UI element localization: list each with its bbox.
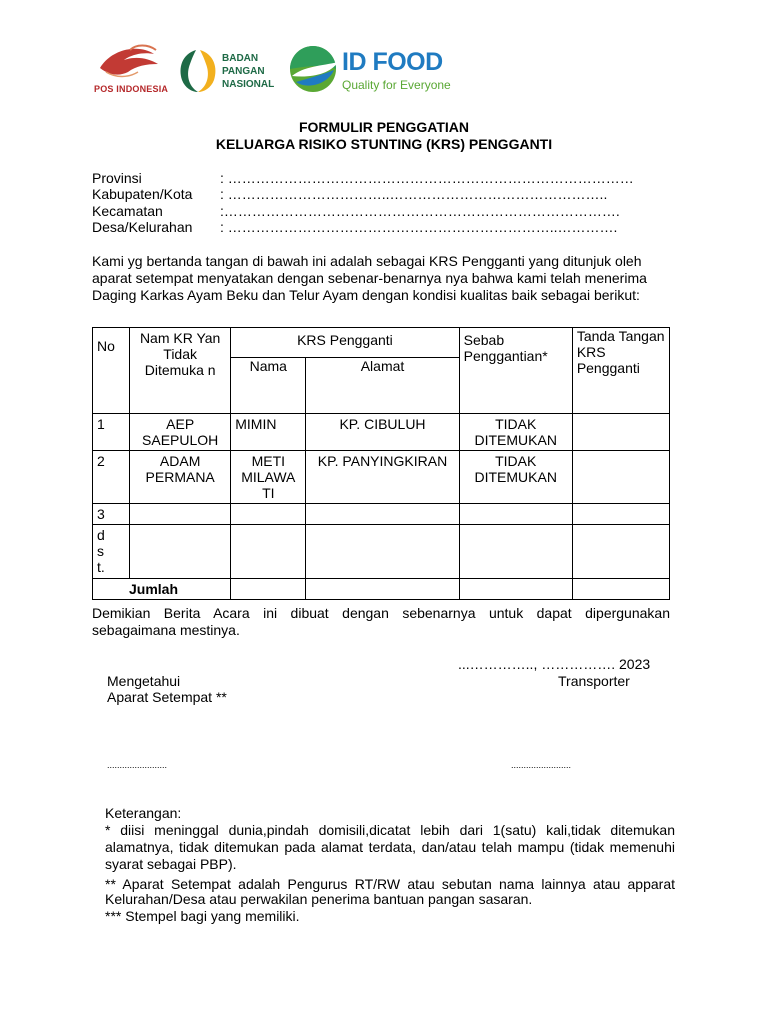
- id-food-globe-icon: [286, 44, 340, 94]
- pos-bird-icon: [92, 42, 174, 84]
- pos-indonesia-logo: [92, 42, 174, 98]
- cell-nam-kr: AEP SAEPULOH: [130, 414, 231, 451]
- field-label: Provinsi: [92, 170, 142, 186]
- cell-nam-kr: [130, 504, 231, 525]
- transporter-label: Transporter: [558, 673, 630, 689]
- table-row-jumlah: [93, 579, 670, 600]
- cell-nama: MIMIN: [231, 414, 306, 451]
- mengetahui-label: Mengetahui: [107, 673, 181, 689]
- cell-alamat: [306, 504, 459, 525]
- field-value: :………………………………………………………………………….: [220, 203, 620, 219]
- pos-indonesia-text: POS INDONESIA: [94, 84, 169, 94]
- form-title-line-2: KELUARGA RISIKO STUNTING (KRS) PENGGANTI: [215, 136, 553, 152]
- cell-nama: [231, 504, 306, 525]
- cell-no: 2: [93, 451, 130, 504]
- field-label: Kabupaten/Kota: [92, 186, 193, 202]
- note-3: *** Stempel bagi yang memiliki.: [105, 908, 300, 924]
- form-title-line-1: FORMULIR PENGGATIAN: [298, 119, 470, 135]
- header-sebab: Sebab Penggantian*: [459, 328, 572, 414]
- field-value: : ……………………………………………………………..………….: [220, 219, 618, 235]
- field-label: Kecamatan: [92, 203, 163, 219]
- cell-sebab: [459, 504, 572, 525]
- signature-line-aparat: ........................: [107, 760, 168, 770]
- table-row: [93, 504, 670, 525]
- date-line: ...………….., ……………. 2023: [458, 656, 651, 672]
- cell-nama: METI MILAWA TI: [231, 451, 306, 504]
- notes-heading: Keterangan:: [105, 805, 182, 821]
- field-provinsi[interactable]: [92, 170, 634, 186]
- bpn-emblem-icon: [176, 46, 220, 94]
- table-row: [93, 525, 670, 579]
- cell-jumlah: Jumlah: [93, 579, 231, 600]
- header-nam-kr: Nam KR Yan Tidak Ditemuka n: [130, 328, 231, 414]
- cell-sebab: [459, 525, 572, 579]
- header-no: No: [93, 328, 130, 414]
- table-row: [93, 414, 670, 451]
- cell-sebab: TIDAK DITEMUKAN: [459, 414, 572, 451]
- id-food-title: ID FOOD: [342, 48, 443, 76]
- cell-nama: [231, 525, 306, 579]
- cell-alamat: KP. CIBULUH: [306, 414, 459, 451]
- cell-tanda: [572, 414, 669, 451]
- cell-nam-kr: [130, 525, 231, 579]
- cell-tanda: [572, 525, 669, 579]
- intro-paragraph: Kami yg bertanda tangan di bawah ini adalah sebagai KRS Pengganti yang ditunjuk oleh aparat setempat menyatakan dengan sebenar-benarnya nya bahwa kami telah menerima Daging Karkas Ayam Beku dan Telur Ayam dengan kondisi kualitas baik sebagai berikut:: [92, 253, 647, 303]
- cell-no: 3: [93, 504, 130, 525]
- id-food-logo: [286, 44, 472, 96]
- field-kabupaten[interactable]: [92, 186, 607, 202]
- krs-table: [92, 327, 670, 600]
- cell-sebab: TIDAK DITEMUKAN: [459, 451, 572, 504]
- field-value: : ……………………………………………………………………………: [220, 170, 634, 186]
- header-alamat: Alamat: [306, 358, 459, 414]
- cell-no: 1: [93, 414, 130, 451]
- cell-alamat: [306, 525, 459, 579]
- note-1: * diisi meninggal dunia,pindah domisili,dicatat lebih dari 1(satu) kali,tidak ditemukan alamatnya, tidak ditemukan pada alamat terdata, dan/atau telah mampu (tidak memenuhi syarat sebagai PBP).: [105, 822, 675, 872]
- header-krs-pengganti: KRS Pengganti: [231, 328, 459, 358]
- id-food-tagline: Quality for Everyone: [342, 78, 451, 92]
- bpn-line-3: NASIONAL: [222, 79, 275, 90]
- header-nama: Nama: [231, 358, 306, 414]
- field-value: : ……………………………..………………………………………..: [220, 186, 608, 202]
- bpn-line-1: BADAN: [222, 53, 259, 64]
- logo-bar: [92, 40, 472, 100]
- table-row: [93, 451, 670, 504]
- field-label: Desa/Kelurahan: [92, 219, 193, 235]
- signature-line-transporter: ........................: [511, 760, 572, 770]
- cell-no: d s t.: [93, 525, 130, 579]
- header-tanda-tangan: Tanda Tangan KRS Pengganti: [572, 328, 669, 414]
- cell-alamat: KP. PANYINGKIRAN: [306, 451, 459, 504]
- note-2: ** Aparat Setempat adalah Pengurus RT/RW atau sebutan nama lainnya atau apparat Kelurahan/Desa atau perwakilan penerima bantuan pangan sasaran.: [105, 876, 675, 907]
- closing-paragraph: Demikian Berita Acara ini dibuat dengan sebenarnya untuk dapat dipergunakan sebagaimana mestinya.: [92, 605, 670, 638]
- cell-tanda: [572, 504, 669, 525]
- cell-tanda: [572, 451, 669, 504]
- field-kecamatan[interactable]: [92, 203, 620, 219]
- bpn-line-2: PANGAN: [222, 66, 265, 77]
- aparat-label: Aparat Setempat **: [107, 689, 227, 705]
- field-desa[interactable]: [92, 219, 617, 235]
- cell-nam-kr: ADAM PERMANA: [130, 451, 231, 504]
